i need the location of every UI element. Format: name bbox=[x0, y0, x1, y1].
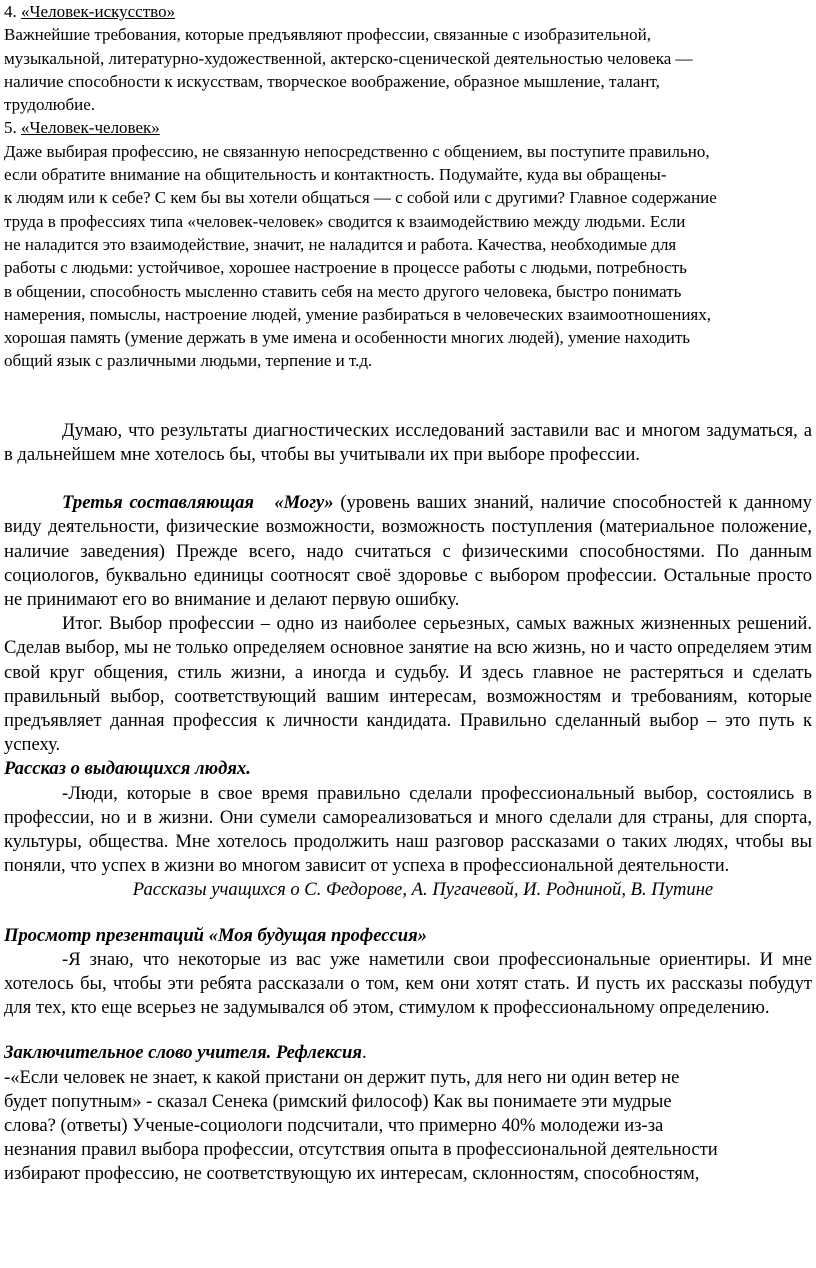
spacer bbox=[4, 373, 812, 419]
third-component-paragraph bbox=[4, 491, 812, 612]
section-4-line: музыкальной, литературно-художественной, актерско-сценической деятельностью человека — bbox=[4, 48, 693, 68]
final-line: -«Если человек не знает, к какой пристани он держит путь, для него ни один ветер не bbox=[4, 1066, 680, 1088]
final-line: незнания правил выбора профессии, отсутствия опыта в профессиональной деятельности bbox=[4, 1139, 718, 1161]
third-component-quote: «Могу» bbox=[274, 492, 334, 514]
main-section bbox=[4, 419, 812, 1187]
final-heading bbox=[4, 1041, 812, 1065]
section-5-line: если обратите внимание на общительность и контактность. Подумайте, куда вы обращены- bbox=[4, 165, 667, 185]
section-5-line: работы с людьми: устойчивое, хорошее настроение в процессе работы с людьми, потребность bbox=[4, 258, 687, 278]
section-4-line: трудолюбие. bbox=[4, 95, 95, 115]
final-line: будет попутным» - сказал Сенека (римский философ) Как вы понимаете эти мудрые bbox=[4, 1090, 672, 1112]
third-component-text: (уровень ваших знаний, наличие способностей к данному виду деятельности, физические возможности, возможность поступления (материальное положение, наличие заведения) Прежде всего, надо считаться с физическими способностями. По данным социологов, буквально единицы соотносят своё здоровье с выбором профессии. Остальные просто не принимают его во внимание и делают первую ошибку. bbox=[4, 492, 812, 610]
section-4-number: 4. bbox=[4, 2, 21, 21]
section-4-title: «Человек-искусство» bbox=[21, 2, 176, 21]
final-line: избирают профессию, не соответствующую их интересам, склонностям, способностям, bbox=[4, 1163, 700, 1185]
section-5-line: труда в профессиях типа «человек-человек» сводится к взаимодействию между людьми. Если bbox=[4, 211, 686, 231]
presentation-heading: Просмотр презентаций «Моя будущая профессия» bbox=[4, 924, 427, 946]
stories-note: Рассказы учащихся о С. Федорове, А. Пугачевой, И. Родниной, В. Путине bbox=[132, 879, 714, 901]
section-5-line: Даже выбирая профессию, не связанную непосредственно с общением, вы поступите правильно, bbox=[4, 141, 710, 161]
section-4-line: наличие способности к искусствам, творческое воображение, образное мышление, талант, bbox=[4, 71, 660, 91]
spacer bbox=[4, 467, 812, 491]
third-component-label: Третья составляющая bbox=[62, 492, 254, 514]
summary-paragraph: Итог. Выбор профессии – одно из наиболее серьезных, самых важных жизненных решений. Сделав выбор, мы не только определяем основное занятие на всю жизнь, но и часто определяем этим свой круг общения, стиль жизни, а иногда и судьбу. И здесь главное не растеряться и сделать правильный выбор, соответствующий вашим интересам, возможностям и требованиям, которые предъявляет данная профессия к личности кандидата. Правильно сделанный выбор – это путь к успеху. bbox=[4, 613, 812, 756]
section-4-line: Важнейшие требования, которые предъявляют профессии, связанные с изобразительной, bbox=[4, 25, 651, 45]
final-heading-text: Заключительное слово учителя. Рефлексия bbox=[4, 1042, 362, 1064]
final-heading-dot: . bbox=[361, 1042, 367, 1064]
presentation-paragraph: -Я знаю, что некоторые из вас уже наметили свои профессиональные ориентиры. И мне хотелось бы, чтобы эти ребята рассказали о том, кем они хотят стать. И пусть их рассказы побудут для тех, кто еще всерьез не задумывался об этом, стимулом к профессиональному определению. bbox=[4, 948, 812, 1019]
section-5-line: к людям или к себе? С кем бы вы хотели общаться — с собой или с другими? Главное содержание bbox=[4, 188, 717, 208]
section-5-number: 5. bbox=[4, 118, 21, 138]
spacer bbox=[4, 903, 812, 924]
top-section bbox=[4, 0, 812, 373]
section-5-line: хорошая память (умение держать в уме имена и особенности многих людей), умение находить bbox=[4, 328, 691, 348]
section-5-title: «Человек-человек» bbox=[21, 118, 160, 138]
section-5-line: не наладится это взаимодействие, значит, не наладится и работа. Качества, необходимые для bbox=[4, 234, 677, 254]
section-5-line: общий язык с различными людьми, терпение и т.д. bbox=[4, 351, 373, 371]
section-4-heading bbox=[4, 0, 812, 23]
stories-heading: Рассказ о выдающихся людях. bbox=[4, 758, 251, 780]
stories-paragraph: -Люди, которые в свое время правильно сделали профессиональный выбор, состоялись в профессии, но и в жизни. Они сумели самореализоваться и много сделали для страны, для спорта, культуры, общества. Мне хотелось продолжить наш разговор рассказами о таких людях, чтобы вы поняли, что успех в жизни во многом зависит от успеха в профессиональной деятельности. bbox=[4, 782, 812, 877]
final-line: слова? (ответы) Ученые-социологи подсчитали, что примерно 40% молодежи из-за bbox=[4, 1115, 664, 1137]
section-5-heading bbox=[4, 116, 812, 139]
section-5-line: в общении, способность мысленно ставить себя на место другого человека, быстро понимать bbox=[4, 281, 682, 301]
diagnostics-paragraph: Думаю, что результаты диагностических исследований заставили вас и многом задуматься, а в дальнейшем мне хотелось бы, чтобы вы учитывали их при выборе профессии. bbox=[4, 419, 812, 465]
section-5-line: намерения, помыслы, настроение людей, умение разбираться в человеческих взаимоотношениях, bbox=[4, 304, 711, 324]
spacer bbox=[4, 1020, 812, 1041]
